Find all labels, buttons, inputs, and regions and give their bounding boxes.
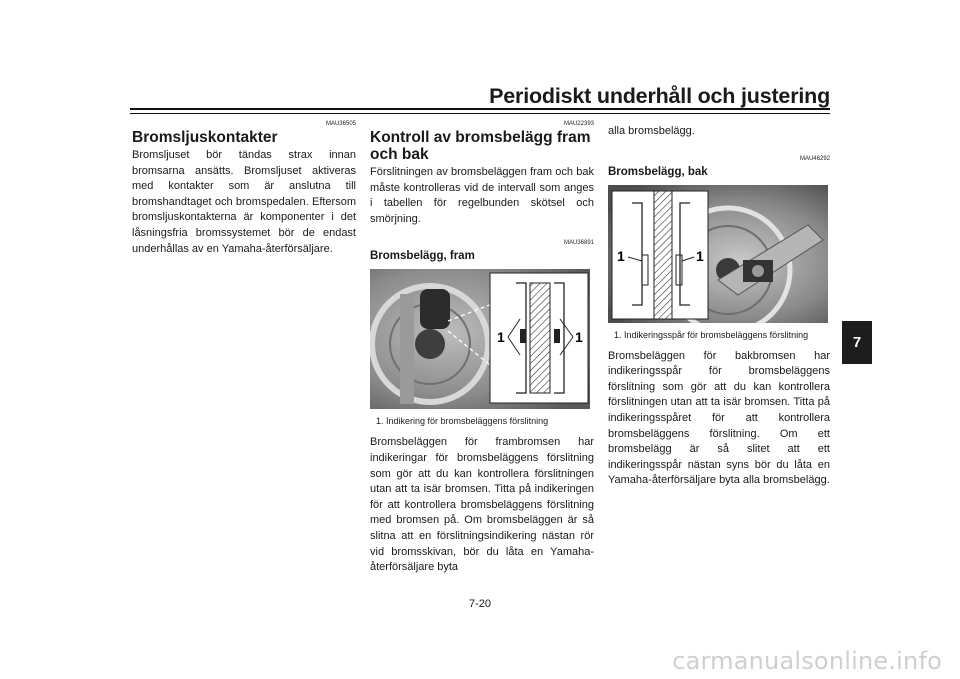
section-body: Bromsbeläggen för frambromsen har indikeringar för bromsbeläggens förslitning som gör att du kan kontrollera förslitningen utan att ta isär bromsen. Titta på indikeringen för att kontrollera bromsbeläggens förslitning med bromsen på. Om bromsbeläggen är så slitna att en förslitningsindikering nästan rör vid bromsskivan, bör du låta en Yamaha-återförsäljare byta	[370, 436, 594, 574]
header-rule-thin	[130, 113, 830, 114]
figure-label: 1	[497, 329, 505, 346]
watermark: carmanualsonline.info	[672, 647, 942, 675]
page-header-title: Periodiskt underhåll och justering	[489, 84, 830, 108]
figure-caption: 1. Indikering för bromsbeläggens förslitning	[376, 416, 549, 427]
section-body: Bromsljuset bör tändas strax innan bromsarna ansätts. Bromsljuset aktiveras med kontakter som är anslutna till bromshandtaget och bromspedalen. Eftersom bromsljuskontakterna är komponenter i det låsningsfria bromssystemet bör de endast underhållas av en Yamaha-återförsäljare.	[132, 149, 356, 255]
figure-label: 1	[696, 247, 704, 264]
chapter-tab: 7	[842, 321, 872, 364]
front-brake-figure	[370, 269, 590, 409]
rear-brake-figure	[608, 185, 828, 323]
section-code: MAU22393	[563, 121, 594, 127]
header-rule-thick	[130, 108, 830, 110]
figure-label: 1	[617, 247, 625, 264]
figure-caption: 1. Indikeringsspår för bromsbeläggens förslitning	[614, 329, 809, 340]
column-rear-pads	[608, 118, 830, 489]
continued-text: alla bromsbelägg.	[608, 125, 695, 137]
page-number: 7-20	[468, 598, 492, 610]
subsection-code: MAU46292	[799, 155, 830, 162]
section-heading: Kontroll av bromsbelägg fram och bak	[370, 129, 591, 163]
section-code: MAU36505	[325, 121, 356, 127]
subheading-rear-pads: Bromsbelägg, bak	[608, 165, 708, 178]
subheading-front-pads: Bromsbelägg, fram	[370, 250, 475, 263]
figure-label: 1	[575, 329, 583, 346]
subsection-code: MAU36891	[563, 240, 594, 247]
section-heading: Bromsljuskontakter	[132, 129, 278, 146]
section-body: Bromsbeläggen för bakbromsen har indikeringsspår för bromsbeläggens förslitning som gör att du kan kontrollera förslitningen utan att ta isär bromsen. Titta på indikeringsspåret för att kontrollera bromsbeläggens förslitning. Om ett bromsbelägg är så slitet att ett indikeringsspår nästan syns bör du låta en Yamaha-återförsäljare byta alla bromsbelägg.	[608, 349, 830, 487]
column-brake-light-switches	[132, 118, 356, 257]
column-brake-pads	[370, 118, 594, 576]
section-intro: Förslitningen av bromsbeläggen fram och bak måste kontrolleras vid de intervall som anges i tabellen för regelbunden skötsel och smörjning.	[370, 166, 594, 225]
